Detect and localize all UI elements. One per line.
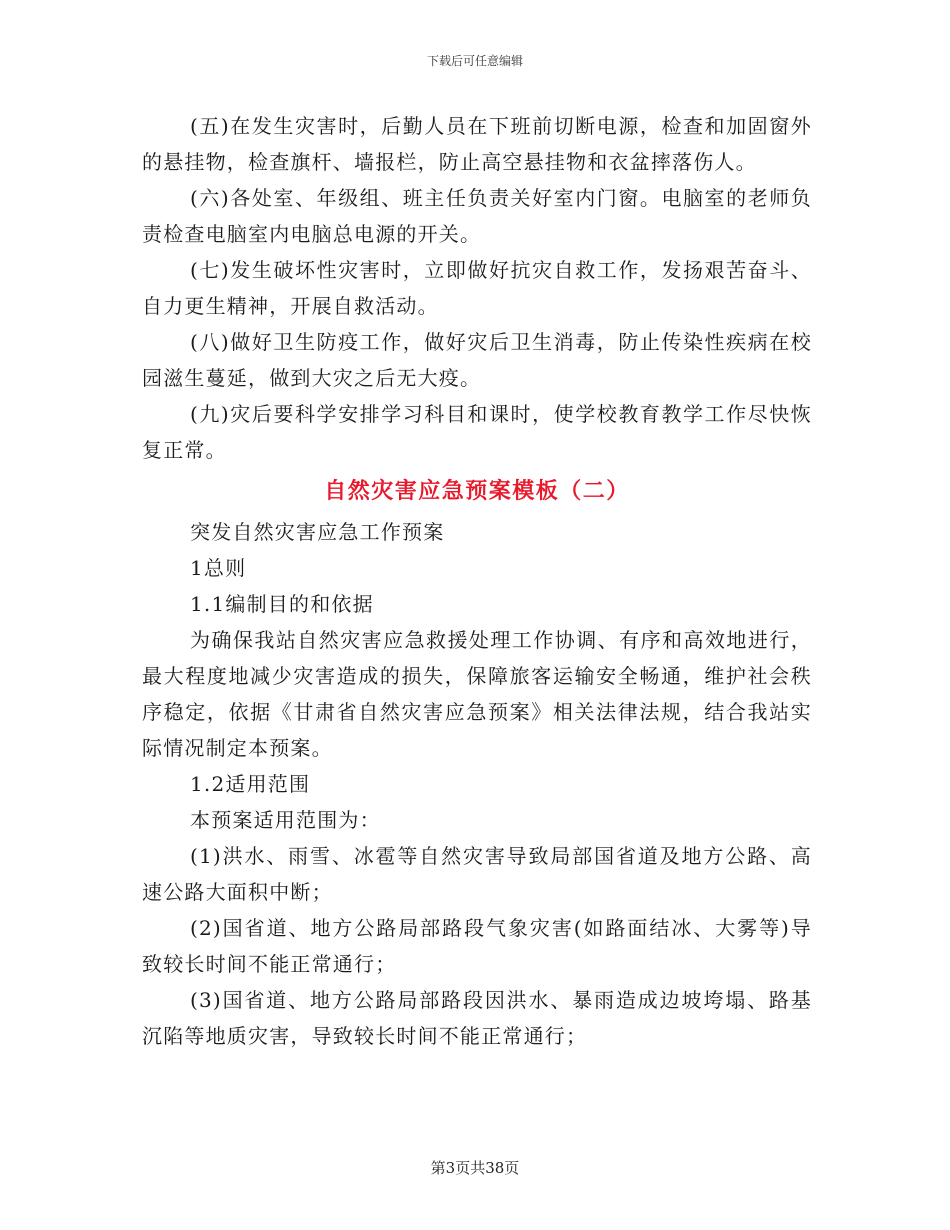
heading-general: 1总则 [190,556,247,580]
document-body [142,108,812,1054]
paragraph-item-7: (七)发生破坏性灾害时，立即做好抗灾自救工作，发扬艰苦奋斗、自力更生精神，开展自救活动。 [142,258,812,318]
purpose-paragraph: 为确保我站自然灾害应急救援处理工作协调、有序和高效地进行，最大程度地减少灾害造成的损失，保障旅客运输安全畅通，维护社会秩序稳定，依据《甘肃省自然灾害应急预案》相关法律法规，结合我站实际情况制定本预案。 [142,628,812,760]
scope-item-2: (2)国省道、地方公路局部路段气象灾害(如路面结冰、大雾等)导致较长时间不能正常通行； [142,916,812,976]
section-title: 自然灾害应急预案模板（二） [324,479,630,504]
document-title: 突发自然灾害应急工作预案 [190,520,445,544]
page-number: 第3页共38页 [430,1159,520,1177]
heading-purpose: 1.1编制目的和依据 [190,592,374,616]
scope-intro: 本预案适用范围为： [190,808,381,832]
paragraph-item-9: (九)灾后要科学安排学习科目和课时，使学校教育教学工作尽快恢复正常。 [142,402,812,462]
heading-scope: 1.2适用范围 [190,772,311,796]
paragraph-item-8: (八)做好卫生防疫工作，做好灾后卫生消毒，防止传染性疾病在校园滋生蔓延，做到大灾之后无大疫。 [142,330,812,390]
paragraph-item-6: (六)各处室、年级组、班主任负责关好室内门窗。电脑室的老师负责检查电脑室内电脑总电源的开关。 [142,186,812,246]
paragraph-item-5: (五)在发生灾害时，后勤人员在下班前切断电源，检查和加固窗外的悬挂物，检查旗杆、墙报栏，防止高空悬挂物和衣盆摔落伤人。 [142,114,812,174]
scope-item-1: (1)洪水、雨雪、冰雹等自然灾害导致局部国省道及地方公路、高速公路大面积中断； [142,844,812,904]
page-header: 下载后可任意编辑 [426,54,523,68]
scope-item-3: (3)国省道、地方公路局部路段因洪水、暴雨造成边坡垮塌、路基沉陷等地质灾害，导致较长时间不能正常通行； [142,988,812,1048]
